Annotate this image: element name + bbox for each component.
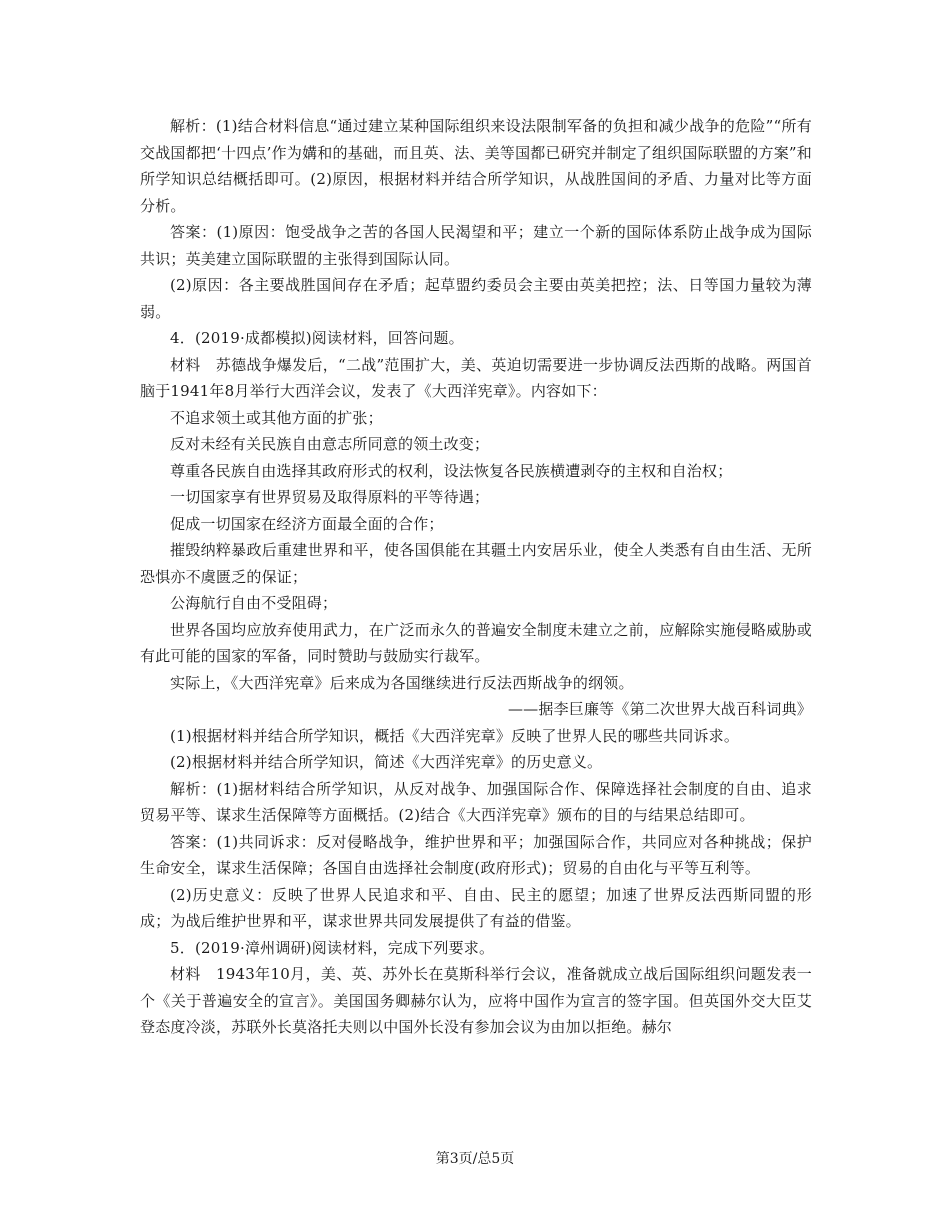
material-4-conclusion: 实际上，《大西洋宪章》后来成为各国继续进行反法西斯战争的纲领。	[170, 673, 634, 692]
paragraph-answer-4-1: 答案：(1)共同诉求：反对侵略战争，维护世界和平；加强国际合作，共同应对各种挑战；保护生命安全，谋求生活保障；各国自由选择社会制度(政府形式)；贸易的自由化与平等互利等。	[140, 832, 812, 877]
paragraph-answer-4-2: (2)历史意义：反映了世界人民追求和平、自由、民主的愿望；加速了世界反法西斯同盟的形成；为战后维护世界和平，谋求世界共同发展提供了有益的借鉴。	[140, 885, 812, 930]
question-5-heading: 5．(2019·漳州调研)阅读材料，完成下列要求。	[170, 938, 495, 957]
charter-item-5: 促成一切国家在经济方面最全面的合作；	[170, 514, 444, 533]
paragraph-analysis-4: 解析：(1)据材料结合所学知识，从反对战争、加强国际合作、保障选择社会制度的自由、追求贸易平等、谋求生活保障等方面概括。(2)结合《大西洋宪章》颁布的目的与结果总结即可。	[140, 779, 812, 824]
material-5-text: 材料 1943年10月，美、英、苏外长在莫斯科举行会议，准备就成立战后国际组织问题发表一个《关于普遍安全的宣言》。美国国务卿赫尔认为，应将中国作为宣言的签字国。但英国外交大臣艾登态度冷淡，苏联外长莫洛托夫则以中国外长没有参加会议为由加以拒绝。赫尔	[140, 965, 812, 1036]
question-4-heading: 4．(2019·成都模拟)阅读材料，回答问题。	[170, 329, 464, 347]
charter-item-4: 一切国家享有世界贸易及取得原料的平等待遇；	[170, 488, 490, 506]
material-4-intro: 材料 苏德战争爆发后，“二战”范围扩大，美、英迫切需要进一步协调反法西斯的战略。两国首脑于1941年8月举行大西洋会议，发表了《大西洋宪章》。内容如下：	[140, 355, 812, 400]
material-4-source: ——据李巨廉等《第二次世界大战百科词典》	[507, 700, 812, 718]
charter-item-6: 摧毁纳粹暴政后重建世界和平，使各国俱能在其疆土内安居乐业，使全人类悉有自由生活、无所恐惧亦不虞匮乏的保证；	[140, 541, 812, 586]
paragraph-analysis-3: 解析：(1)结合材料信息“通过建立某种国际组织来设法限制军备的负担和减少战争的危险”“所有交战国都把‘十四点’作为媾和的基础，而且英、法、美等国都已研究并制定了组织国际联盟的方案”和所学知识总结概括即可。(2)原因，根据材料并结合所学知识，从战胜国间的矛盾、力量对比等方面分析。	[140, 117, 812, 215]
charter-item-1: 不追求领土或其他方面的扩张；	[170, 408, 383, 427]
charter-item-3: 尊重各民族自由选择其政府形式的权利，设法恢复各民族横遭剥夺的主权和自治权；	[170, 461, 733, 480]
document-body	[140, 113, 812, 1041]
question-4-2: (2)根据材料并结合所学知识，简述《大西洋宪章》的历史意义。	[170, 753, 603, 771]
page-footer: 第3页/总5页	[435, 1151, 515, 1167]
charter-item-2: 反对未经有关民族自由意志所同意的领土改变；	[170, 435, 490, 453]
paragraph-answer-3-1: 答案：(1)原因：饱受战争之苦的各国人民渴望和平；建立一个新的国际体系防止战争成为国际共识；英美建立国际联盟的主张得到国际认同。	[140, 223, 812, 268]
charter-item-8: 世界各国均应放弃使用武力，在广泛而永久的普遍安全制度未建立之前，应解除实施侵略威胁或有此可能的国家的军备，同时赞助与鼓励实行裁军。	[140, 620, 812, 665]
question-4-1: (1)根据材料并结合所学知识，概括《大西洋宪章》反映了世界人民的哪些共同诉求。	[170, 726, 740, 745]
charter-item-7: 公海航行自由不受阻碍；	[170, 594, 338, 612]
paragraph-answer-3-2: (2)原因：各主要战胜国间存在矛盾；起草盟约委员会主要由英美把控；法、日等国力量较为薄弱。	[140, 276, 812, 321]
